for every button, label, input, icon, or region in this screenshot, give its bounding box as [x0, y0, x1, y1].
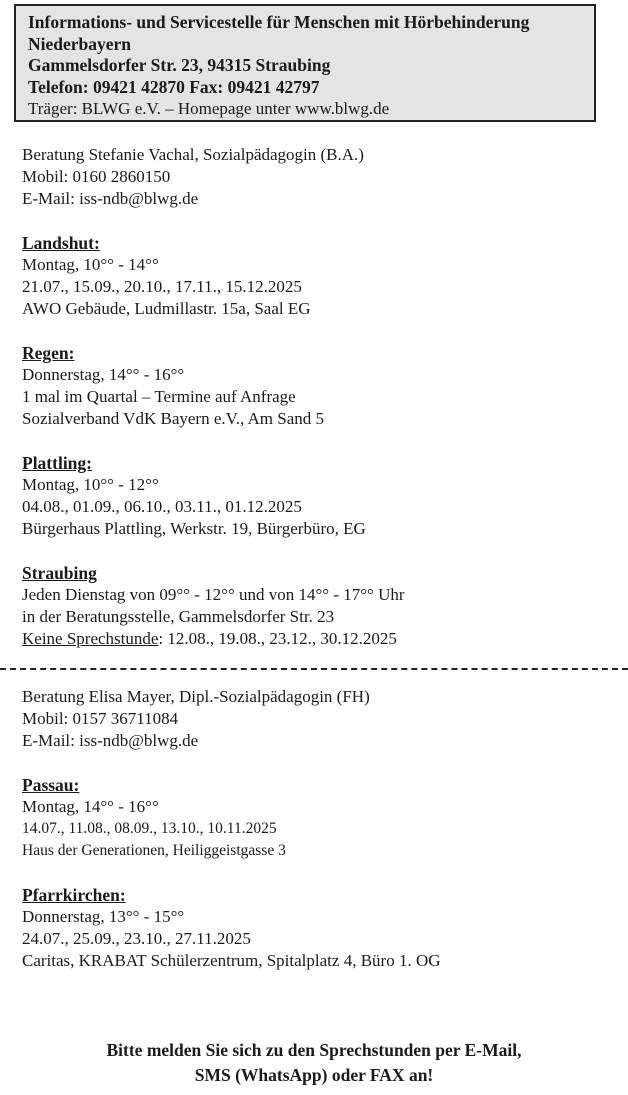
regen-place: Sozialverband VdK Bayern e.V., Am Sand 5 — [22, 409, 325, 428]
footer-note — [0, 1038, 628, 1088]
advisor-2-mobile: Mobil: 0157 36711084 — [22, 709, 179, 728]
advisor-1-section — [22, 144, 612, 650]
pfarrkirchen-heading: Pfarrkirchen: — [22, 885, 126, 905]
landshut-heading: Landshut: — [22, 233, 100, 253]
header-sponsor: Träger: BLWG e.V. – Homepage unter www.blwg.de — [28, 99, 390, 118]
regen-heading: Regen: — [22, 343, 75, 363]
advisor-2-name: Beratung Elisa Mayer, Dipl.-Sozialpädagogin (FH) — [22, 687, 370, 706]
pfarrkirchen-dates: 24.07., 25.09., 23.10., 27.11.2025 — [22, 929, 251, 948]
plattling-heading: Plattling: — [22, 453, 92, 473]
straubing-closed-dates: : 12.08., 19.08., 23.12., 30.12.2025 — [158, 629, 397, 648]
passau-heading: Passau: — [22, 775, 80, 795]
plattling-dates: 04.08., 01.09., 06.10., 03.11., 01.12.2025 — [22, 497, 302, 516]
straubing-time: Jeden Dienstag von 09°° - 12°° und von 14°° - 17°° Uhr — [22, 585, 405, 604]
landshut-time: Montag, 10°° - 14°° — [22, 255, 159, 274]
landshut-place: AWO Gebäude, Ludmillastr. 15a, Saal EG — [22, 299, 311, 318]
header-address: Gammelsdorfer Str. 23, 94315 Straubing — [28, 55, 331, 75]
plattling-place: Bürgerhaus Plattling, Werkstr. 19, Bürgerbüro, EG — [22, 519, 366, 538]
pfarrkirchen-time: Donnerstag, 13°° - 15°° — [22, 907, 185, 926]
plattling-time: Montag, 10°° - 12°° — [22, 475, 159, 494]
passau-dates: 14.07., 11.08., 08.09., 13.10., 10.11.2025 — [22, 820, 277, 837]
passau-place: Haus der Generationen, Heiliggeistgasse 3 — [22, 842, 286, 859]
pfarrkirchen-place: Caritas, KRABAT Schülerzentrum, Spitalplatz 4, Büro 1. OG — [22, 951, 441, 970]
straubing-closed-label: Keine Sprechstunde — [22, 629, 159, 648]
advisor-1-mobile: Mobil: 0160 2860150 — [22, 167, 171, 186]
advisor-2-email: E-Mail: iss-ndb@blwg.de — [22, 731, 199, 750]
landshut-dates: 21.07., 15.09., 20.10., 17.11., 15.12.2025 — [22, 277, 302, 296]
advisor-1-email: E-Mail: iss-ndb@blwg.de — [22, 189, 199, 208]
regen-dates: 1 mal im Quartal – Termine auf Anfrage — [22, 387, 296, 406]
advisor-1-name: Beratung Stefanie Vachal, Sozialpädagogin (B.A.) — [22, 145, 364, 164]
footer-line-1: Bitte melden Sie sich zu den Sprechstunden per E-Mail, — [106, 1040, 522, 1060]
regen-time: Donnerstag, 14°° - 16°° — [22, 365, 185, 384]
straubing-heading: Straubing — [22, 563, 97, 583]
passau-time: Montag, 14°° - 16°° — [22, 797, 159, 816]
header-box — [14, 4, 596, 122]
header-title: Informations- und Servicestelle für Menschen mit Hörbehinderung — [28, 12, 530, 32]
straubing-place: in der Beratungsstelle, Gammelsdorfer Str. 23 — [22, 607, 335, 626]
advisor-2-section — [22, 686, 612, 972]
footer-line-2: SMS (WhatsApp) oder FAX an! — [194, 1065, 434, 1085]
header-phone-fax: Telefon: 09421 42870 Fax: 09421 42797 — [28, 76, 320, 97]
header-region: Niederbayern — [28, 33, 132, 54]
straubing-closed — [22, 628, 612, 650]
section-divider — [0, 668, 628, 670]
